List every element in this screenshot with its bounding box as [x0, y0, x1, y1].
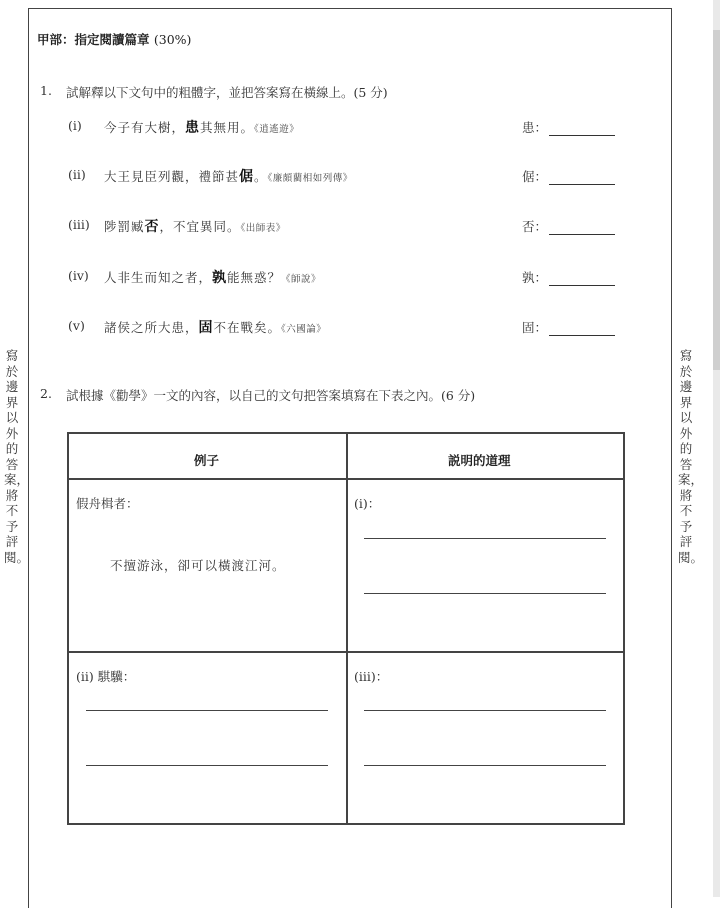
answer-character: 否： — [522, 219, 548, 234]
bold-character: 否 — [144, 219, 160, 235]
sentence-text: 。 — [254, 169, 268, 184]
source-title: 《逍遙遊》 — [254, 124, 300, 135]
answer-character: 孰： — [522, 270, 548, 285]
section-title-text: 甲部：指定閱讀篇章 — [37, 32, 150, 47]
table-divider-vertical — [346, 432, 348, 825]
source-title: 《廉頗藺相如列傳》 — [267, 173, 353, 184]
q1-item-label: (i) — [68, 118, 82, 133]
table-row-rule — [67, 651, 625, 653]
answer-line-i-2[interactable] — [364, 593, 606, 594]
answer-blank-line[interactable] — [549, 222, 615, 235]
answer-line-ii-1[interactable] — [86, 710, 328, 711]
q1-answer-field[interactable] — [522, 118, 615, 136]
answer-blank-line[interactable] — [549, 123, 615, 136]
answer-line-iii-2[interactable] — [364, 765, 606, 766]
q1-item-sentence — [104, 216, 286, 236]
answer-line-iii-1[interactable] — [364, 710, 606, 711]
q1-item-label: (iii) — [68, 217, 90, 232]
scrollbar-thumb[interactable] — [713, 30, 720, 370]
table-header-explanation: 説明的道理 — [448, 453, 511, 468]
bold-character: 倨 — [239, 169, 255, 185]
source-title: 《六國論》 — [281, 324, 327, 335]
right-margin-note: 寫於邊界以外的答案，將不予評閱。 — [678, 348, 704, 565]
left-margin-note: 寫於邊界以外的答案，將不予評閱。 — [4, 348, 30, 565]
q1-item-sentence — [104, 117, 299, 137]
q1-prompt: 試解釋以下文句中的粗體字，並把答案寫在橫線上。(5 分) — [66, 85, 388, 100]
bold-character: 孰 — [212, 270, 228, 286]
q1-item-label: (v) — [68, 318, 85, 333]
answer-blank-line[interactable] — [549, 273, 615, 286]
q1-answer-field[interactable] — [522, 217, 615, 235]
table-header-example: 例子 — [194, 453, 220, 468]
table-header-rule — [67, 478, 625, 480]
answer-line-ii-2[interactable] — [86, 765, 328, 766]
sentence-text: 諸侯之所大患， — [104, 320, 199, 335]
section-score: (30%) — [153, 32, 192, 47]
sentence-text: 不在戰矣。 — [213, 320, 282, 335]
answer-character: 固： — [522, 320, 548, 335]
sentence-text: 陟罰臧 — [104, 219, 145, 234]
cell-a-label: 假舟楫者： — [76, 496, 139, 511]
bold-character: 患 — [185, 120, 201, 136]
cell-b-label: (i)： — [354, 496, 381, 511]
source-title: 《出師表》 — [240, 223, 286, 234]
sentence-text: 今子有大樹， — [104, 120, 186, 135]
source-title: 《師說》 — [281, 274, 322, 285]
q1-item-label: (iv) — [68, 268, 89, 283]
answer-blank-line[interactable] — [549, 323, 615, 336]
bold-character: 固 — [198, 320, 214, 336]
q1-answer-field[interactable] — [522, 318, 615, 336]
section-title — [37, 30, 191, 48]
answer-line-i-1[interactable] — [364, 538, 606, 539]
answer-blank-line[interactable] — [549, 172, 615, 185]
q2-prompt: 試根據《勸學》一文的內容，以自己的文句把答案填寫在下表之內。(6 分) — [66, 388, 476, 403]
sentence-text: 大王見臣列觀，禮節甚 — [104, 169, 240, 184]
sentence-text: 能無惑？ — [227, 270, 282, 285]
sentence-text: 人非生而知之者， — [104, 270, 213, 285]
cell-a-text: 不擅游泳，卻可以橫渡江河。 — [110, 558, 286, 573]
q1-item-label: (ii) — [68, 167, 86, 182]
q2-number: 2. — [40, 386, 52, 401]
sentence-text: 其無用。 — [200, 120, 255, 135]
q1-item-sentence — [104, 267, 321, 287]
answer-character: 患： — [522, 120, 548, 135]
answer-character: 倨： — [522, 169, 548, 184]
q1-number: 1. — [40, 83, 52, 98]
q1-item-sentence — [104, 317, 326, 337]
sentence-text: ，不宜異同。 — [159, 219, 241, 234]
cell-d-label: (iii)： — [354, 669, 389, 684]
q1-item-sentence — [104, 166, 353, 186]
q1-answer-field[interactable] — [522, 167, 615, 185]
cell-c-label: (ii) 騏驥： — [76, 669, 136, 684]
q1-answer-field[interactable] — [522, 268, 615, 286]
